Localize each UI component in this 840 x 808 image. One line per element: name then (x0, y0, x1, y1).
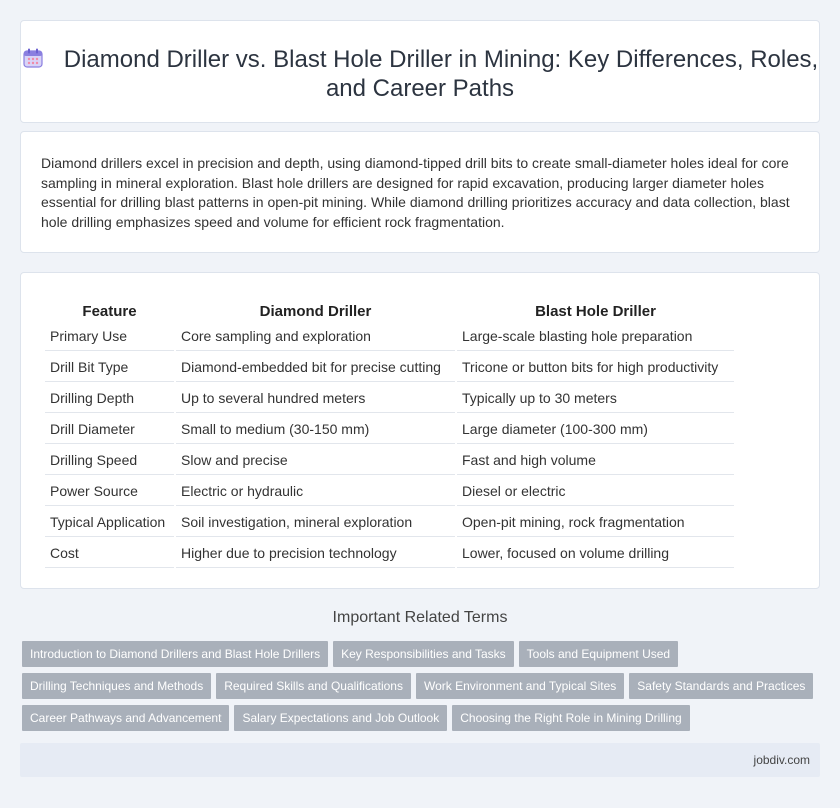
tag-link[interactable]: Tools and Equipment Used (519, 641, 678, 667)
row-diamond: Up to several hundred meters (176, 384, 455, 413)
row-blast: Tricone or button bits for high productivity (457, 353, 734, 382)
row-diamond: Small to medium (30-150 mm) (176, 415, 455, 444)
row-blast: Fast and high volume (457, 446, 734, 475)
intro-card (20, 131, 820, 253)
header-card (20, 20, 820, 123)
footer-site-link[interactable]: jobdiv.com (753, 753, 810, 767)
table-row (45, 353, 734, 382)
row-feature: Typical Application (45, 508, 174, 537)
calendar-icon (22, 47, 44, 69)
tag-link[interactable]: Drilling Techniques and Methods (22, 673, 211, 699)
row-blast: Open-pit mining, rock fragmentation (457, 508, 734, 537)
table-row (45, 446, 734, 475)
intro-paragraph: Diamond drillers excel in precision and depth, using diamond-tipped drill bits to create small-diameter holes ideal for core sampling in mineral exploration. Blast hole drillers are designed for rapid excavation, producing larger diameter holes essential for drilling blast patterns in open-pit mining. While diamond drilling prioritizes accuracy and data collection, blast hole drilling emphasizes speed and volume for efficient rock fragmentation. (41, 155, 790, 230)
row-diamond: Diamond-embedded bit for precise cutting (176, 353, 455, 382)
page-title-text: Diamond Driller vs. Blast Hole Driller in Mining: Key Differences, Roles, and Career Paths (63, 46, 819, 102)
row-diamond: Electric or hydraulic (176, 477, 455, 506)
tag-row (22, 673, 822, 705)
row-feature: Primary Use (45, 322, 174, 351)
row-feature: Drill Diameter (45, 415, 174, 444)
table-row (45, 322, 734, 351)
tag-row (22, 705, 822, 737)
table-row (45, 477, 734, 506)
header-diamond-driller: Diamond Driller (259, 303, 372, 320)
page-title (21, 45, 819, 103)
row-diamond: Core sampling and exploration (176, 322, 455, 351)
related-terms-heading: Important Related Terms (332, 609, 508, 626)
row-blast: Lower, focused on volume drilling (457, 539, 734, 568)
row-feature: Drilling Depth (45, 384, 174, 413)
row-diamond: Soil investigation, mineral exploration (176, 508, 455, 537)
comparison-table (43, 295, 736, 570)
tag-link[interactable]: Career Pathways and Advancement (22, 705, 229, 731)
table-row (45, 415, 734, 444)
row-feature: Power Source (45, 477, 174, 506)
related-terms-tags (22, 641, 822, 737)
row-blast: Large diameter (100-300 mm) (457, 415, 734, 444)
comparison-card (20, 272, 820, 589)
row-feature: Drill Bit Type (45, 353, 174, 382)
table-row (45, 539, 734, 568)
table-header-row (45, 297, 734, 320)
row-feature: Cost (45, 539, 174, 568)
tag-link[interactable]: Required Skills and Qualifications (216, 673, 411, 699)
tag-link[interactable]: Safety Standards and Practices (629, 673, 813, 699)
tag-link[interactable]: Introduction to Diamond Drillers and Blast Hole Drillers (22, 641, 328, 667)
row-feature: Drilling Speed (45, 446, 174, 475)
tag-link[interactable]: Work Environment and Typical Sites (416, 673, 624, 699)
table-row (45, 508, 734, 537)
row-blast: Large-scale blasting hole preparation (457, 322, 734, 351)
tag-link[interactable]: Key Responsibilities and Tasks (333, 641, 514, 667)
tag-link[interactable]: Choosing the Right Role in Mining Drilling (452, 705, 689, 731)
row-diamond: Slow and precise (176, 446, 455, 475)
row-blast: Typically up to 30 meters (457, 384, 734, 413)
footer-bar (20, 743, 820, 777)
table-row (45, 384, 734, 413)
tag-link[interactable]: Salary Expectations and Job Outlook (234, 705, 447, 731)
tag-row (22, 641, 822, 673)
row-blast: Diesel or electric (457, 477, 734, 506)
header-blast-hole-driller: Blast Hole Driller (535, 303, 656, 320)
header-feature: Feature (82, 303, 137, 320)
title-wrap (21, 45, 819, 103)
row-diamond: Higher due to precision technology (176, 539, 455, 568)
